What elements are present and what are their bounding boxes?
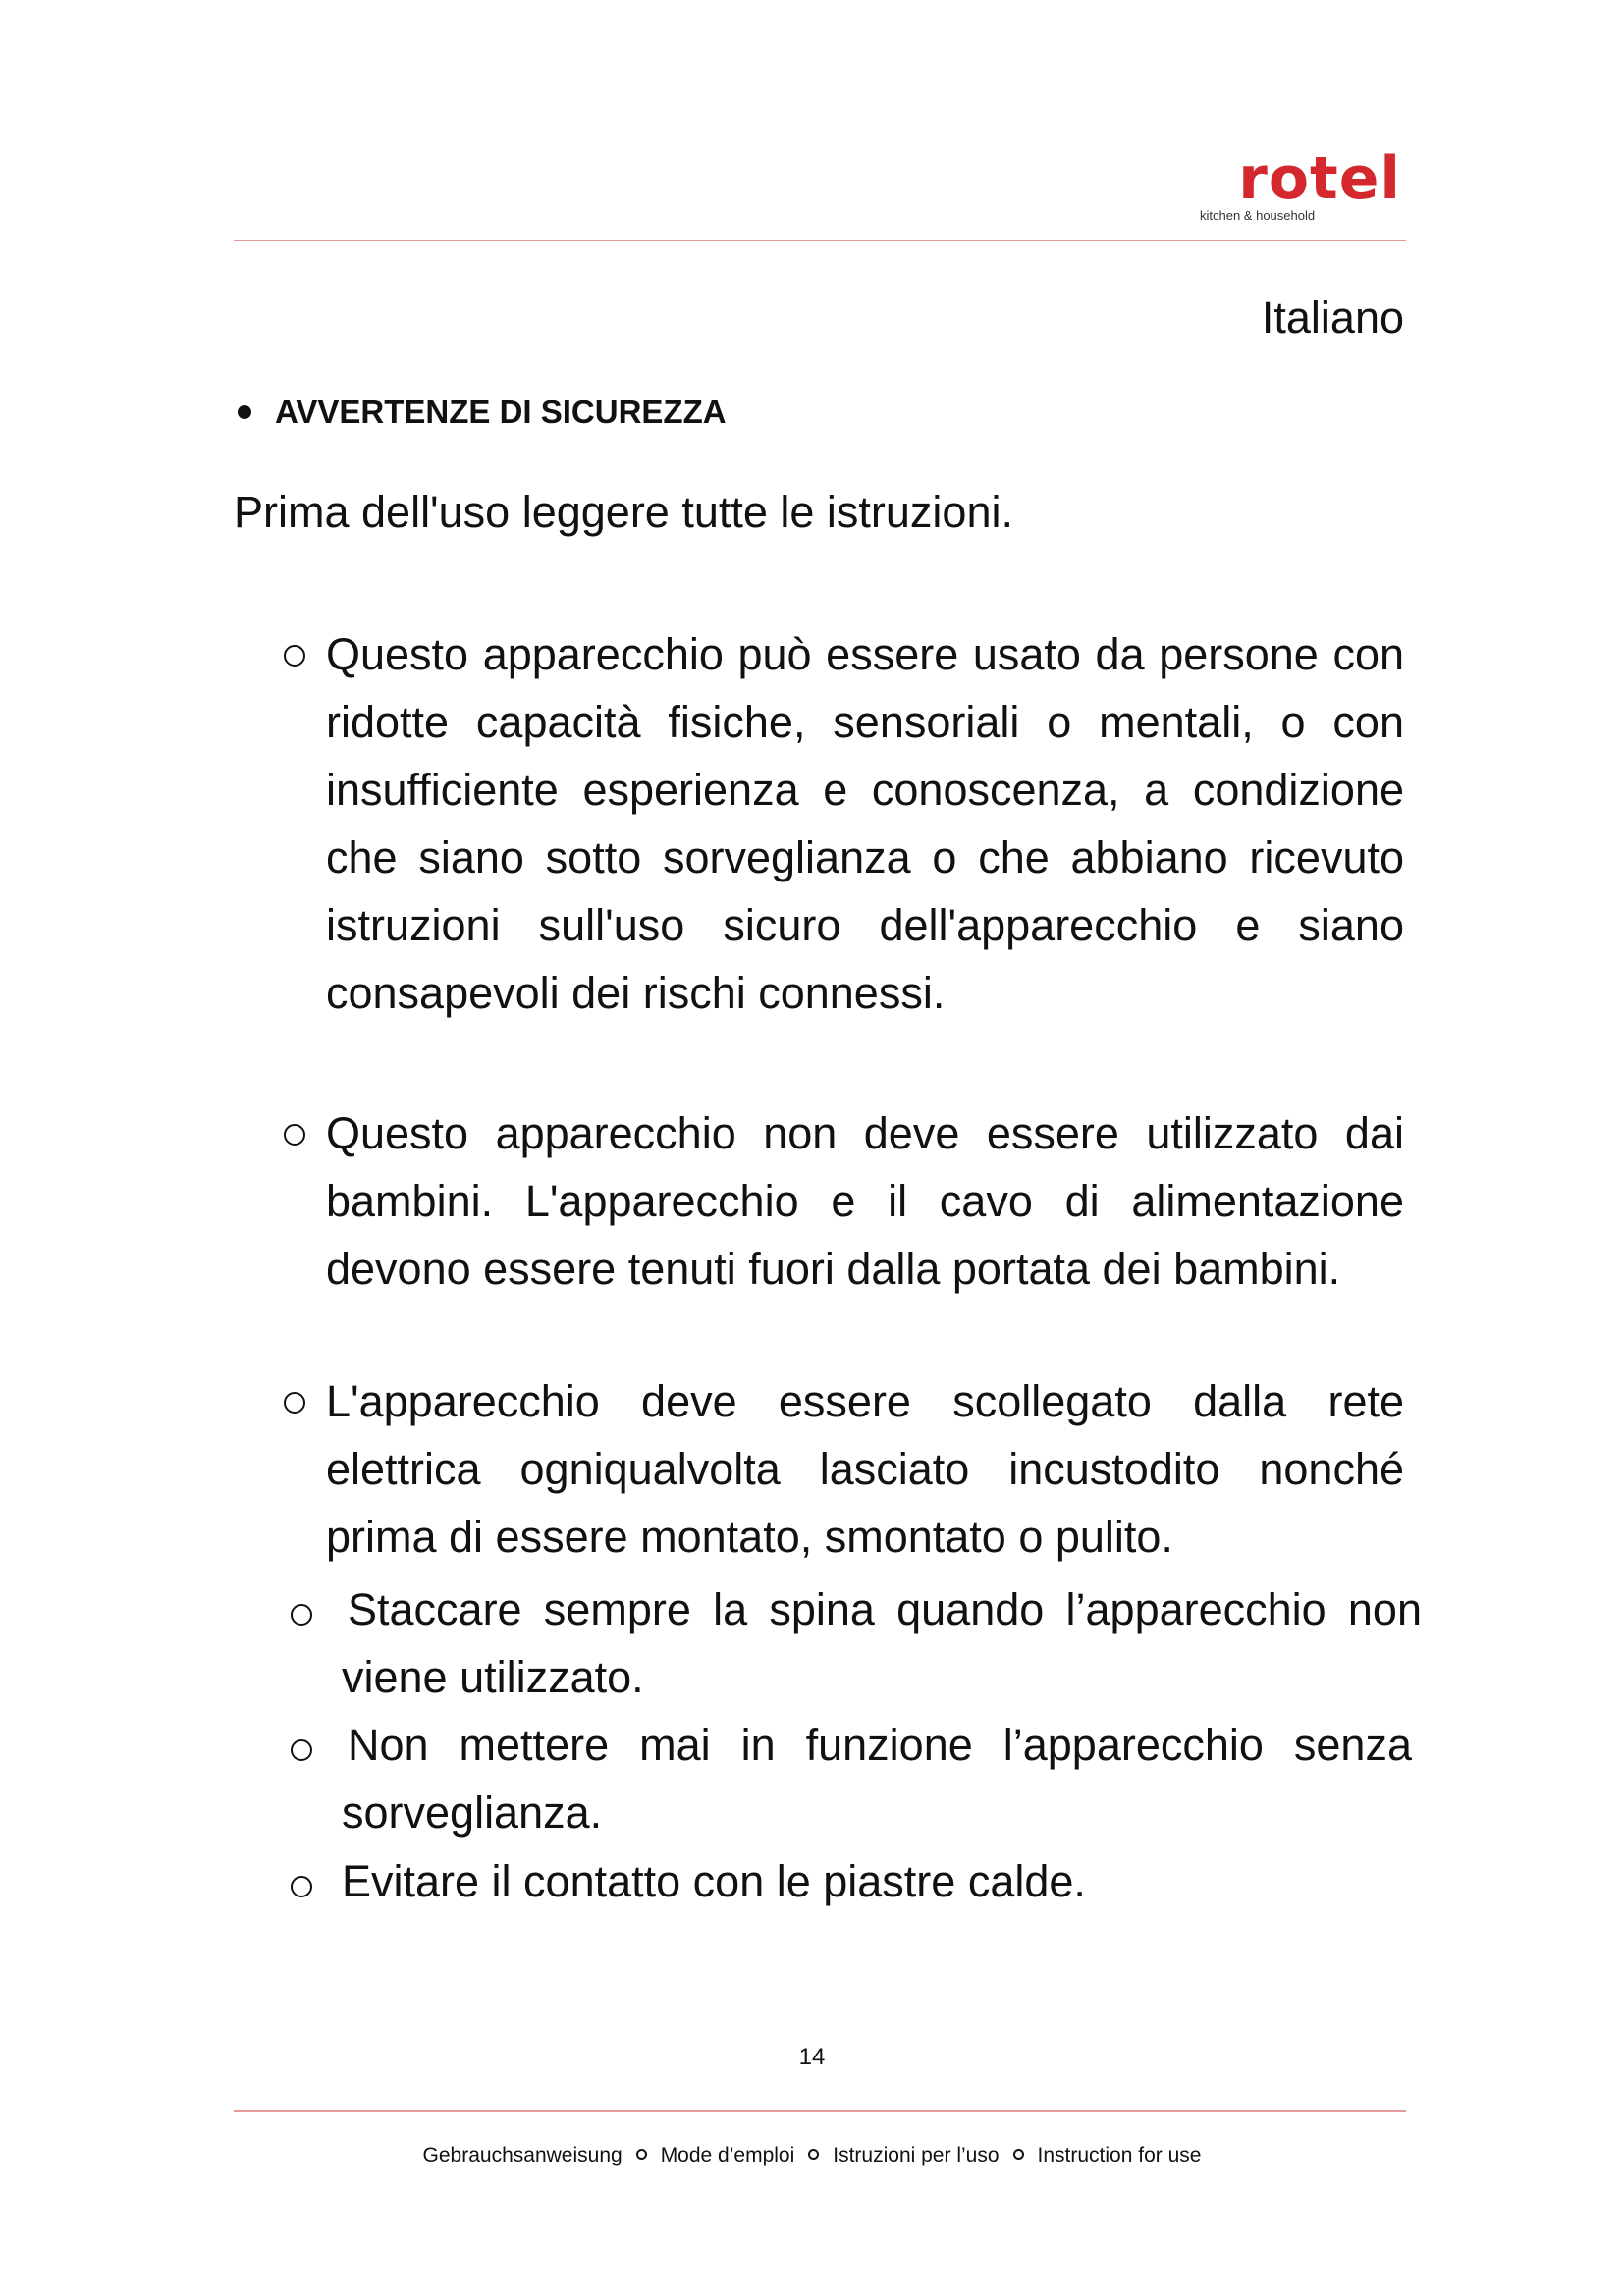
footer-divider: [234, 2110, 1406, 2112]
section-heading: [234, 389, 727, 436]
list-item: Evitare il contatto con le piastre calde.: [342, 1856, 1086, 1906]
page-number: 14: [798, 2044, 826, 2070]
footer-languages: [0, 2144, 1624, 2167]
list-bullet-icon: [291, 1876, 312, 1897]
footer-item-german: Gebrauchsanweisung: [422, 2144, 623, 2166]
logo-tagline: kitchen & household: [1200, 208, 1316, 223]
logo-wordmark: rotel: [1238, 144, 1401, 213]
separator-icon: [808, 2149, 819, 2160]
list-item: L'apparecchio deve essere scollegato dalla rete elettrica ogniqualvolta lasciato incustodito nonché prima di essere montato, smontato o pulito.: [326, 1376, 1404, 1562]
footer-item-english: Instruction for use: [1037, 2144, 1202, 2166]
list-bullet-icon: [284, 1124, 305, 1146]
header-divider: [234, 240, 1406, 241]
list-bullet-icon: [284, 645, 305, 667]
list-bullet-icon: [291, 1604, 312, 1626]
list-bullet-icon: [291, 1739, 312, 1761]
list-item: Questo apparecchio può essere usato da persone con ridotte capacità fisiche, sensoriali o mentali, o con insufficiente esperienza e conoscenza, a condizione che siano sotto sorveglianza o che abbiano ricevuto istruzioni sull'uso sicuro dell'apparecchio e siano consapevoli dei rischi connessi.: [326, 629, 1404, 1018]
intro-text: Prima dell'uso leggere tutte le istruzioni.: [234, 487, 1013, 537]
footer-item-french: Mode d’emploi: [660, 2144, 795, 2166]
brand-logo: [1190, 144, 1401, 228]
separator-icon: [636, 2149, 647, 2160]
separator-icon: [1013, 2149, 1024, 2160]
list-item: Staccare sempre la spina quando l’apparecchio non viene utilizzato.: [342, 1584, 1422, 1702]
footer-item-italian: Istruzioni per l’uso: [833, 2144, 1000, 2166]
language-label: Italiano: [1261, 293, 1404, 343]
list-item: Questo apparecchio non deve essere utilizzato dai bambini. L'apparecchio e il cavo di alimentazione devono essere tenuti fuori dalla portata dei bambini.: [326, 1108, 1404, 1294]
list-bullet-icon: [284, 1392, 305, 1414]
list-item: Non mettere mai in funzione l’apparecchio senza sorveglianza.: [342, 1720, 1412, 1838]
bullet-icon: [238, 405, 251, 419]
section-title: AVVERTENZE DI SICUREZZA: [275, 394, 727, 430]
